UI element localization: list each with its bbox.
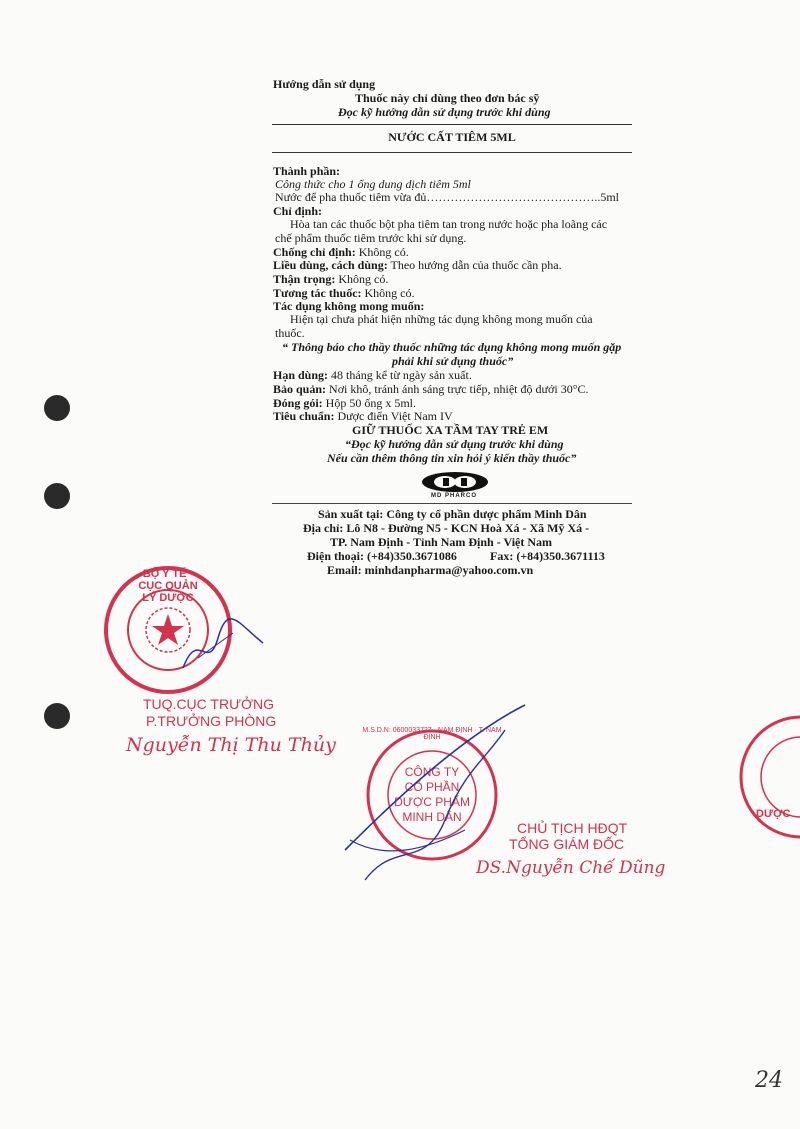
md-pharco-logo-icon	[410, 469, 500, 501]
standard-label: Tiêu chuẩn:	[273, 409, 335, 423]
company-sign-title: CHỦ TỊCH HĐQT	[517, 820, 628, 836]
logo-text: MD PHARCO	[431, 493, 477, 499]
packing-value: Hộp 50 ống x 5ml.	[325, 396, 417, 410]
company-seal-text: CÔNG TY	[404, 765, 460, 779]
packing-label: Đóng gói:	[273, 396, 323, 410]
partial-seal-text: DƯỢC	[756, 808, 791, 820]
punch-hole	[44, 483, 70, 509]
approval-signer: Nguyễn Thị Thu Thủy	[126, 734, 336, 756]
page-number: 24	[755, 1068, 783, 1093]
manufacturer-fax: Fax: (+84)350.3671113	[490, 549, 605, 563]
manufacturer-email: Email: minhdanpharma@yahoo.com.vn	[327, 563, 534, 577]
approval-title: P.TRƯỞNG PHÒNG	[146, 713, 277, 729]
side-effects-text: thuốc.	[275, 326, 305, 340]
divider	[272, 503, 632, 504]
composition-label: Thành phần:	[273, 164, 341, 178]
contraindication-label: Chống chỉ định:	[273, 245, 356, 259]
shelf-life-value: 48 tháng kể từ ngày sản xuất.	[331, 368, 472, 382]
approval-title: TUQ.CỤC TRƯỞNG	[143, 696, 275, 712]
contraindication-value: Không có.	[358, 245, 409, 259]
company-signer: DS.Nguyễn Chế Dũng	[476, 858, 666, 878]
storage-label: Bảo quản:	[273, 382, 327, 396]
standard-row	[273, 410, 453, 423]
punch-hole	[44, 395, 70, 421]
manufacturer-phone: Điện thoại: (+84)350.3671086	[307, 549, 457, 563]
indication-text: Hòa tan các thuốc bột pha tiêm tan trong nước hoặc pha loãng các	[290, 217, 608, 231]
side-effects-label: Tác dụng không mong muốn:	[273, 299, 425, 313]
keep-away-warning: GIỮ THUỐC XA TẦM TAY TRẺ EM	[352, 423, 549, 437]
ask-doctor-warning: Nếu cần thêm thông tin xin hỏi ý kiến thầy thuốc”	[327, 451, 577, 465]
caution-value: Không có.	[338, 272, 389, 286]
side-effects-notice: “ Thông báo cho thầy thuốc những tác dụng không mong muốn gặp	[282, 340, 622, 354]
company-seal-ring: M.S.D.N: 0600033727 · NAM ĐỊNH · T. NAM ĐỊNH	[362, 727, 502, 741]
composition-ingredient: Nước để pha thuốc tiêm vừa đủ……………………………………..5ml	[275, 190, 619, 204]
manufacturer-address: TP. Nam Định - Tỉnh Nam Định - Việt Nam	[330, 535, 553, 549]
company-seal-text: DƯỢC PHẨM	[394, 795, 470, 809]
punch-hole	[44, 703, 70, 729]
indication-text: chế phẩm thuốc tiêm trước khi sử dụng.	[275, 231, 467, 245]
company-seal-text: CỔ PHẦN	[404, 780, 460, 794]
interaction-label: Tương tác thuốc:	[273, 286, 362, 300]
composition-formula: Công thức cho 1 ống dung dịch tiêm 5ml	[275, 177, 471, 191]
read-before-note: Đọc kỹ hướng dẫn sử dụng trước khi dùng	[338, 105, 551, 119]
storage-row	[273, 383, 589, 396]
rx-only-note: Thuốc này chỉ dùng theo đơn bác sỹ	[355, 91, 540, 105]
ministry-seal-text: BỘ Y TẾ · CỤC QUẢN LÝ DƯỢC	[138, 568, 198, 604]
manufacturer-address: Địa chỉ: Lô N8 - Đường N5 - KCN Hoà Xá - Xã Mỹ Xá -	[303, 521, 590, 535]
caution-row	[273, 273, 388, 286]
manufacturer-name: Sản xuất tại: Công ty cổ phần dược phẩm Minh Dân	[318, 507, 587, 521]
partial-seal	[736, 712, 800, 842]
company-seal-text: MINH DÂN	[402, 810, 462, 824]
product-title: NƯỚC CẤT TIÊM 5ML	[272, 124, 632, 153]
caution-label: Thận trọng:	[273, 272, 336, 286]
read-before-warning: “Đọc kỹ hướng dẫn sử dụng trước khi dùng	[345, 437, 564, 451]
indication-label: Chỉ định:	[273, 204, 323, 218]
dosage-value: Theo hướng dẫn của thuốc cần pha.	[390, 258, 562, 272]
side-effects-text: Hiện tại chưa phát hiện những tác dụng không mong muốn của	[290, 312, 593, 326]
dosage-row	[273, 259, 562, 272]
usage-label: Hướng dẫn sử dụng	[273, 77, 376, 91]
signature-scribble	[178, 618, 268, 678]
interaction-value: Không có.	[364, 286, 415, 300]
shelf-life-row	[273, 369, 472, 382]
dosage-label: Liều dùng, cách dùng:	[273, 258, 388, 272]
company-sign-title: TỔNG GIÁM ĐỐC	[509, 836, 625, 852]
side-effects-notice: phải khi sử dụng thuốc”	[392, 354, 514, 368]
shelf-life-label: Hạn dùng:	[273, 368, 329, 382]
standard-value: Dược điển Việt Nam IV	[337, 409, 453, 423]
storage-value: Nơi khô, tránh ánh sáng trực tiếp, nhiệt độ dưới 30°C.	[329, 382, 589, 396]
